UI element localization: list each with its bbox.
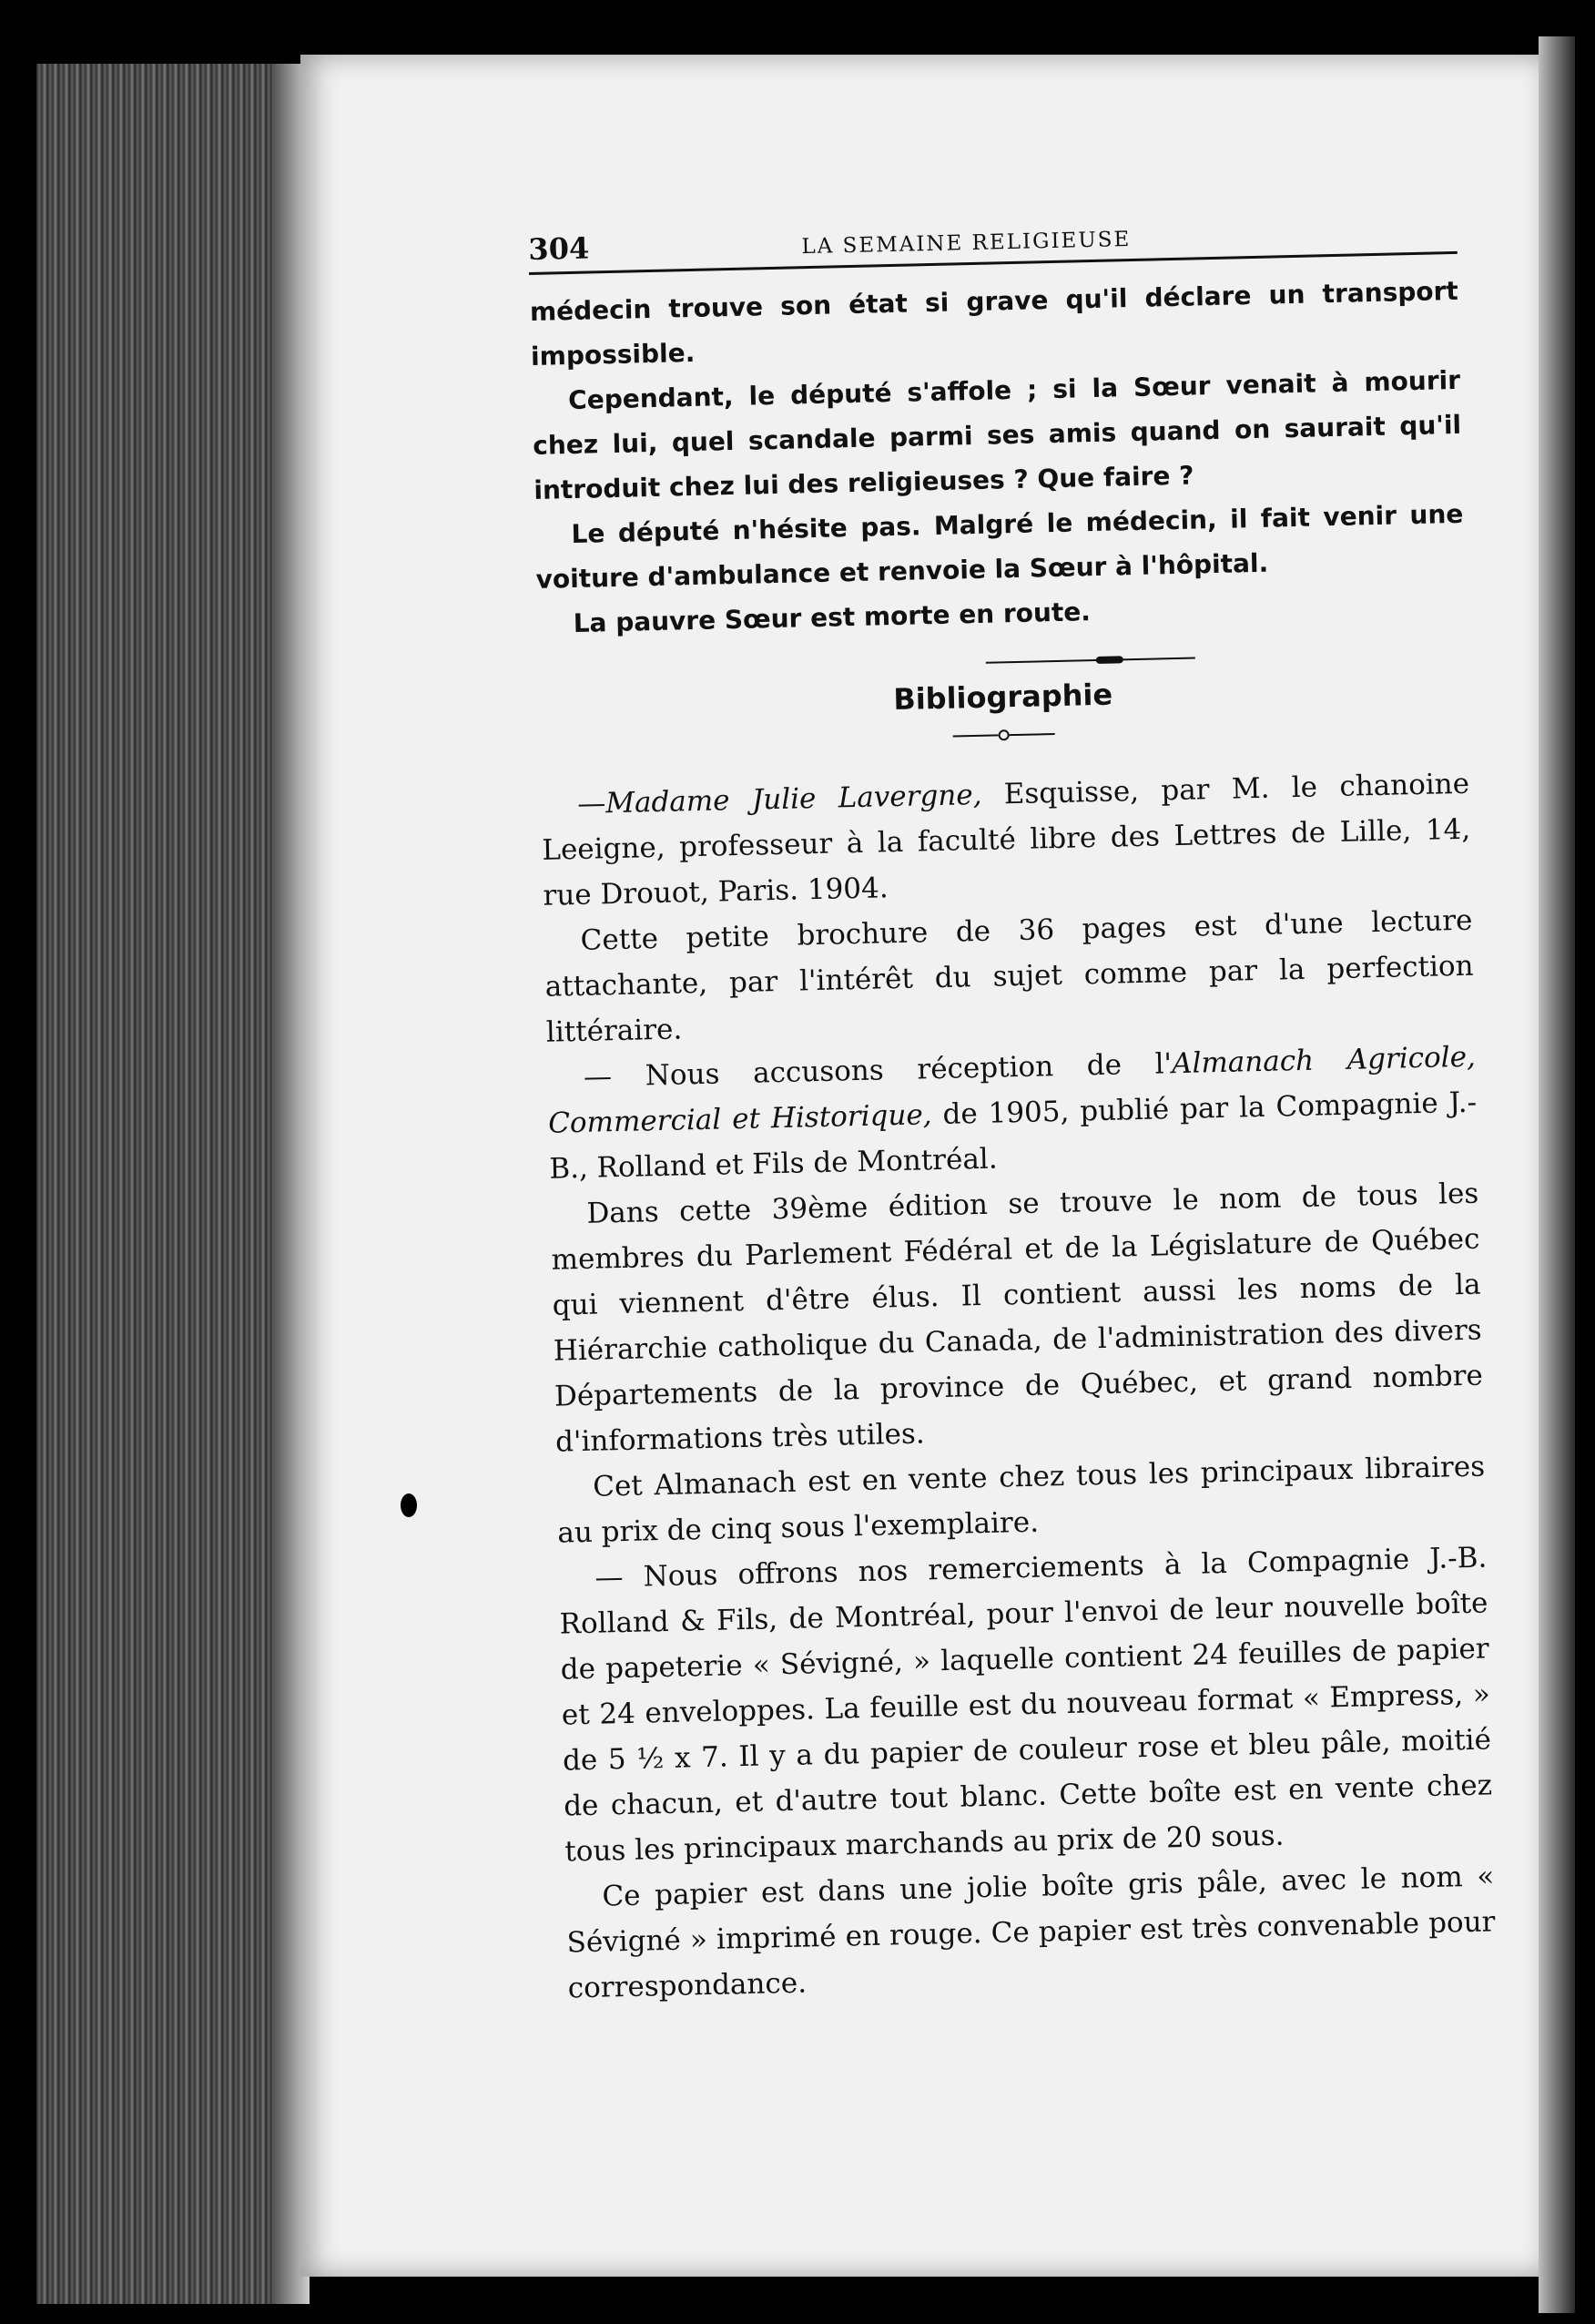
scan-blot bbox=[401, 1493, 417, 1517]
entry-text: — Nous accusons réception de l' bbox=[583, 1047, 1173, 1094]
article-continuation bbox=[529, 269, 1466, 647]
book-title: Madame Julie Lavergne, bbox=[604, 778, 982, 821]
page-right-shadow bbox=[1539, 36, 1575, 2313]
paragraph: médecin trouve son état si grave qu'il déclare un transport impossible. bbox=[529, 275, 1459, 372]
section-title: Bibliographie bbox=[892, 677, 1113, 718]
page-content bbox=[528, 211, 1497, 2012]
running-head: LA SEMAINE RELIGIEUSE bbox=[801, 227, 1132, 260]
divider-line bbox=[1010, 733, 1055, 736]
book-page-edges bbox=[36, 64, 310, 2304]
paragraph: Dans cette 39ème édition se trouve le nom de tous les membres du Parlement Fédéral et de la Législature de Québec qui viennent d'être élus. Il contient aussi les noms de la Hiérarchie catholique du Canada, de l'administration des divers Départements de la province de Québec, et grand nombre d'informations très utiles. bbox=[551, 1177, 1484, 1459]
divider-line bbox=[953, 734, 999, 737]
paragraph: — Nous offrons nos remerciements à la Compagnie J.-B. Rolland & Fils, de Montréal, pour l'envoi de leur nouvelle boîte de papeterie « Sévigné, » laquelle contient 24 feuilles de papier et 24 enveloppes. La feuille est du nouveau format « Empress, » de 5 ½ x 7. Il y a du papier de couleur rose et bleu pâle, moitié de chacun, et d'autre tout blanc. Cette boîte est en vente chez tous les principaux marchands au prix de 20 sous. bbox=[559, 1541, 1493, 1869]
paragraph: Cependant, le député s'affole ; si la Sœur venait à mourir chez lui, quel scandale parmi ses amis quand on saurait qu'il introduit chez lui des religieuses ? Que faire ? bbox=[532, 364, 1462, 505]
entry-text: de 1905, publié par la Compagnie J.-B., Rolland et Fils de Montréal. bbox=[548, 1086, 1478, 1186]
divider-ornament bbox=[1095, 656, 1123, 664]
divider-line bbox=[986, 657, 1195, 663]
ornamental-divider bbox=[538, 642, 1467, 674]
paragraph: Ce papier est dans une jolie boîte gris pâle, avec le nom « Sévigné » imprimé en rouge. Ce papier est très convenable pour correspondance. bbox=[566, 1860, 1496, 2005]
bibliography-section bbox=[541, 761, 1497, 2012]
bibliography-entry bbox=[547, 1035, 1478, 1192]
bibliography-entry bbox=[541, 761, 1472, 919]
divider-circle bbox=[999, 729, 1010, 740]
paragraph: Cette petite brochure de 36 pages est d'une lecture attachante, par l'intérêt du sujet comme par la perfection littéraire. bbox=[544, 903, 1474, 1049]
entry-text: Esquisse, par M. le chanoine Leeigne, professeur à la faculté libre des Lettres de Lille, 14, rue Drouot, Paris. 1904. bbox=[541, 767, 1471, 912]
paragraph: Le député n'hésite pas. Malgré le médecin, il fait venir une voiture d'ambulance et renvoie la Sœur à l'hôpital. bbox=[535, 498, 1464, 595]
page-number: 304 bbox=[528, 230, 590, 267]
em-dash: — bbox=[576, 787, 606, 821]
paragraph: La pauvre Sœur est morte en route. bbox=[573, 596, 1092, 638]
paragraph: Cet Almanach est en vente chez tous les principaux libraires au prix de cinq sous l'exemplaire. bbox=[557, 1450, 1486, 1550]
book-title: Almanach Agricole, Commercial et Historique, bbox=[547, 1040, 1477, 1140]
